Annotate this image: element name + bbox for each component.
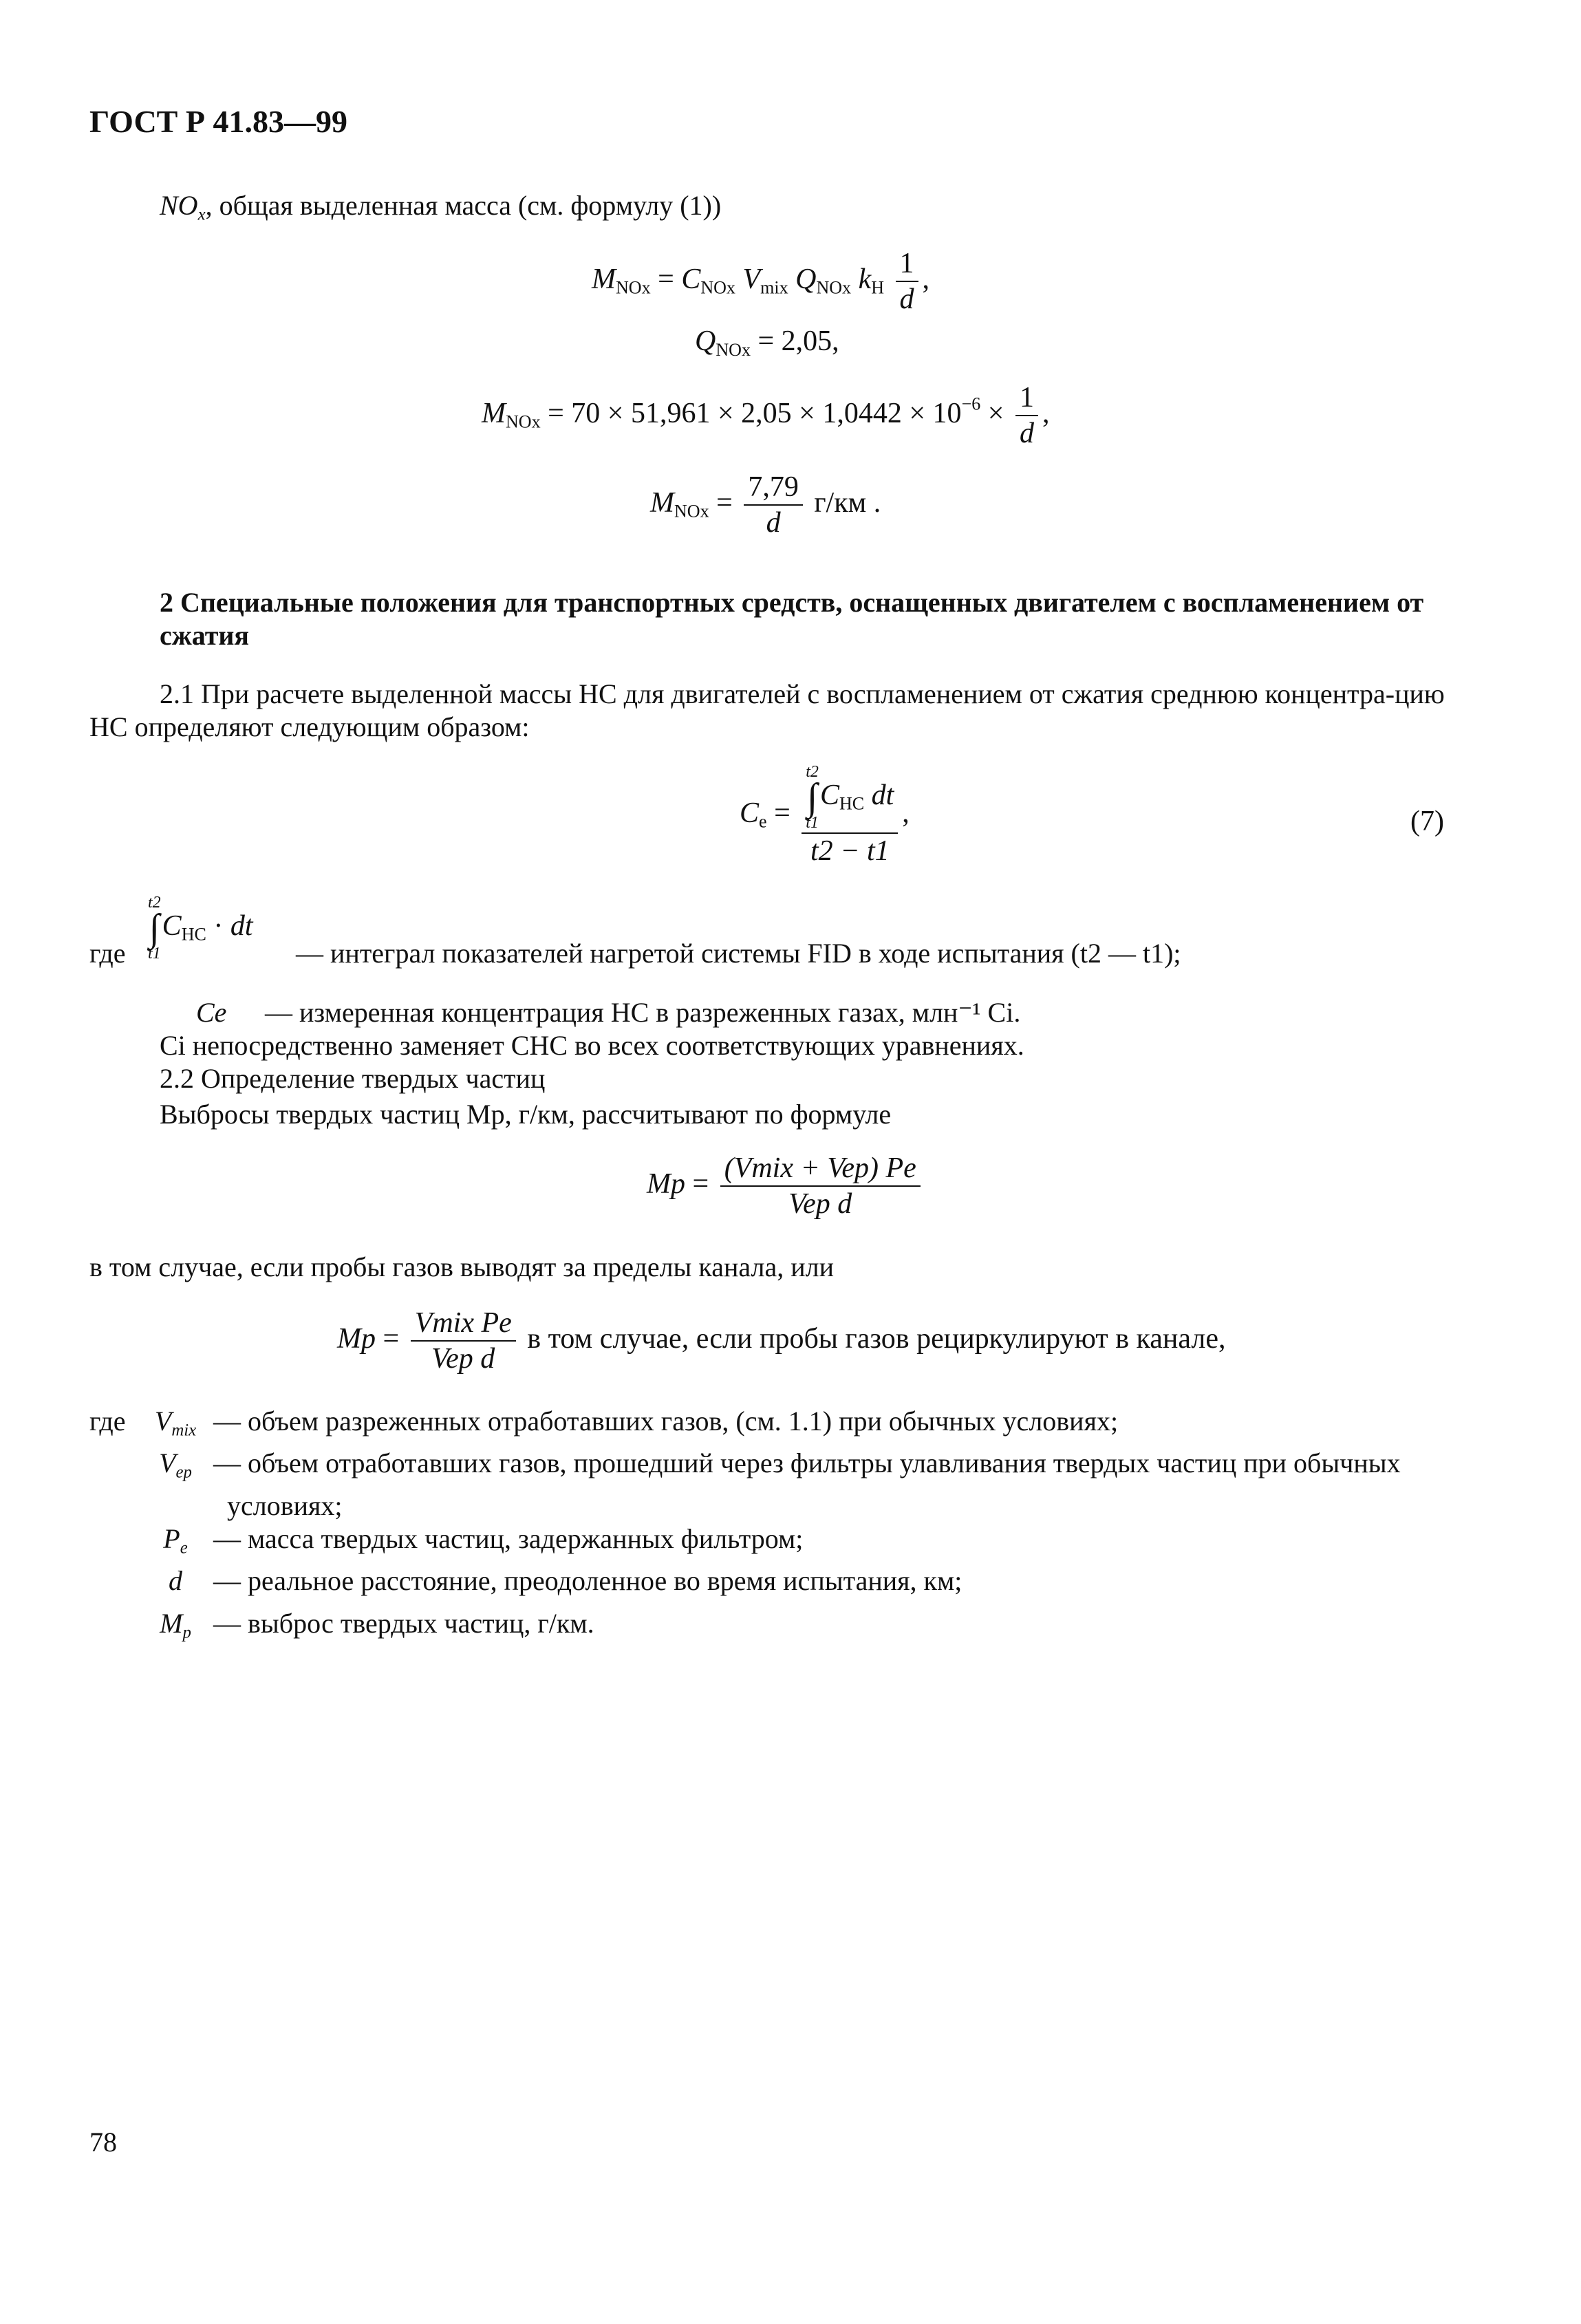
- definition-sub: ep: [175, 1463, 192, 1482]
- eq1-c-sub: NOx: [700, 277, 735, 298]
- definition-symbol: [138, 1607, 213, 1649]
- paragraph-2-1: 2.1 При расчете выделенной массы НС для двигателей с воспламенением от сжатия среднюю концентра-цию НС определяют следующим образом:: [89, 678, 1445, 742]
- definition-desc: — объем разреженных отработавших газов, (см. 1.1) при обычных условиях;: [213, 1406, 1119, 1437]
- definition-sym: d: [169, 1565, 182, 1597]
- definition-sym: V: [154, 1406, 172, 1437]
- eqmp1-fraction: [720, 1152, 921, 1220]
- definition-row: [89, 1489, 1486, 1523]
- case-1-text: в том случае, если пробы газов выводят за пределы канала, или: [89, 1251, 835, 1282]
- eq4-fraction: [744, 471, 803, 539]
- definition-label: [89, 1447, 138, 1489]
- eq3-rhs: = 70 × 51,961 × 2,05 × 1,0442 × 10: [548, 397, 962, 429]
- definition-desc: — объем отработавших газов, прошедший через фильтры улавливания твердых частиц при обычных: [213, 1448, 1401, 1479]
- page-number: 78: [89, 2127, 117, 2158]
- definition-row: [89, 1564, 1486, 1606]
- definition-sub: p: [182, 1623, 191, 1642]
- definition-desc: — масса твердых частиц, задержанных фильтром;: [213, 1523, 804, 1554]
- eqmp1-den: Vep d: [788, 1188, 852, 1220]
- where-dt: dt: [230, 910, 253, 942]
- eq1-k: k: [858, 263, 872, 295]
- definition-row: [89, 1523, 1486, 1564]
- definition-desc: — реальное расстояние, преодоленное во время испытания, км;: [213, 1565, 962, 1597]
- definition-symbol: [138, 1405, 213, 1447]
- eq4-unit: г/км .: [814, 486, 881, 519]
- where-integrand-sub: HC: [181, 924, 206, 945]
- eq7-frac-den: t2 − t1: [810, 835, 890, 868]
- nox-symbol-sub: x: [197, 205, 206, 224]
- definition-label: [89, 1489, 138, 1523]
- case-2-text: в том случае, если пробы газов рециркулируют в канале,: [527, 1322, 1226, 1355]
- definition-label: [89, 1607, 138, 1649]
- eq4-frac-num: 7,79: [744, 471, 803, 506]
- eq1-q: Q: [795, 263, 817, 295]
- equation-mass-nox-numeric: $M_{NOx} = 70 \times 51,961 \times 2,05 \times 1,0442 \times 10^{-6}$ × $\frac{1}{d}$ ,: [482, 382, 1050, 450]
- definition-label: [89, 1523, 138, 1564]
- definition-sym: V: [159, 1448, 176, 1479]
- eq7-int-upper: t2: [806, 763, 819, 781]
- where-int-upper: t2: [148, 894, 161, 912]
- eq7-fraction: [802, 764, 898, 868]
- definition-desc: — выброс твердых частиц, г/км.: [213, 1607, 594, 1639]
- equation-7: $C_e$ = t2 ∫ t1 $C_{HC}$ dt t2 − t1 ,: [740, 763, 910, 868]
- eq7-integral: t2 ∫ t1: [806, 763, 819, 832]
- eqmp2-num: Vmix Pe: [411, 1307, 516, 1342]
- eq1-fraction: [896, 248, 918, 315]
- eq4-frac-den: d: [766, 507, 781, 539]
- document-header: ГОСТ Р 41.83—99: [89, 104, 347, 139]
- eq2-q-sub: NOx: [716, 339, 751, 360]
- eq7-c-sub: e: [759, 811, 767, 832]
- eq3-m-sub: NOx: [506, 411, 541, 432]
- definition-row: [89, 1607, 1486, 1649]
- eq1-k-sub: H: [871, 277, 885, 298]
- definition-row: [89, 1447, 1486, 1489]
- definitions-list: [89, 1405, 1486, 1649]
- equation-7-number: (7): [1410, 806, 1444, 837]
- equation-mass-nox-result: $M_{NOx}$ = $\frac{7,79}{d}$ г/км .: [650, 471, 881, 539]
- section-2-heading: 2 Специальные положения для транспортных средств, оснащенных двигателем с воспламенением от сжатия: [160, 587, 1424, 651]
- eq3-fraction: [1015, 382, 1038, 449]
- paragraph-2-2-text: Выбросы твердых частиц Mp, г/км, рассчитывают по формуле: [160, 1099, 892, 1130]
- eq3-m: M: [482, 397, 506, 429]
- eq1-v-sub: mix: [760, 277, 788, 298]
- eq4-m-sub: NOx: [674, 501, 709, 521]
- where-int-lower: t1: [148, 945, 161, 963]
- equation-mass-nox: $M_{NOx} = C_{NOx}$ $V_{mix}$ $Q_{NOx}$ $k_H$ $\frac{1}{d}$ ,: [592, 248, 930, 316]
- eq1-v: V: [742, 263, 761, 295]
- eq7-frac-num: [802, 764, 898, 834]
- eqmp2-lhs: Mp: [337, 1322, 376, 1355]
- equation-q-nox: [695, 323, 839, 368]
- nox-intro-text: , общая выделенная масса (см. формулу (1)): [205, 190, 722, 221]
- eq3-frac-den: d: [1019, 418, 1034, 450]
- definition-row: [89, 1405, 1486, 1447]
- nox-symbol: NO: [160, 190, 198, 221]
- equation-mp-1: Mp = $\frac{\text{(Vmix + Vep) Pe}}{\text{Vep d}}$: [647, 1152, 925, 1220]
- definition-sub: mix: [171, 1421, 197, 1440]
- eq4-m: M: [650, 486, 674, 519]
- eq3-times: ×: [987, 397, 1004, 429]
- ci-note: Ci непосредственно заменяет CHC во всех соответствующих уравнениях.: [160, 1030, 1024, 1061]
- nox-intro: [160, 189, 721, 231]
- definition-label: [89, 1564, 138, 1606]
- where-integral: t2 ∫ t1 $C_{HC}$ · dt: [148, 894, 253, 963]
- eq3-frac-num: 1: [1015, 382, 1038, 416]
- paragraph-2-2-title: 2.2 Определение твердых частиц: [160, 1063, 546, 1094]
- eq7-integrand: C: [819, 779, 839, 811]
- where-ce-desc: — измеренная концентрация НС в разреженных газах, млн⁻¹ Ci.: [265, 997, 1021, 1028]
- where-integral-sign: t2 ∫ t1: [148, 894, 161, 963]
- equation-mp-2: Mp = $\frac{\text{Vmix Pe}}{\text{Vep d}}$ в том случае, если пробы газов рециркулируют в канале,: [337, 1307, 1226, 1375]
- eqmp2-fraction: [411, 1307, 516, 1375]
- eq1-m-sub: NOx: [616, 277, 651, 298]
- eq2-q: Q: [695, 325, 716, 357]
- eqmp2-den: Vep d: [431, 1343, 495, 1375]
- definition-sym: P: [163, 1523, 180, 1554]
- eq3-exp: −6: [961, 394, 981, 414]
- eq1-frac-den: d: [899, 283, 914, 316]
- definition-symbol: [138, 1489, 227, 1523]
- eq7-c: C: [740, 797, 760, 829]
- eq7-dt: dt: [871, 779, 894, 811]
- eqmp1-num: (Vmix + Vep) Pe: [720, 1152, 921, 1187]
- definition-sym: M: [160, 1607, 183, 1639]
- definition-symbol: [138, 1523, 213, 1564]
- where-label-1: где: [89, 938, 126, 969]
- where-integral-desc: — интеграл показателей нагретой системы FID в ходе испытания (t2 — t1);: [296, 938, 1181, 969]
- definition-sub: e: [180, 1538, 188, 1558]
- eq7-integrand-sub: HC: [839, 793, 865, 814]
- definition-symbol: [138, 1564, 213, 1606]
- where-integrand: C: [162, 910, 182, 942]
- eq1-q-sub: NOx: [816, 277, 852, 298]
- eq7-int-lower: t1: [806, 814, 819, 832]
- definition-desc: условиях;: [227, 1489, 343, 1521]
- eq1-m: M: [592, 263, 616, 295]
- eq1-frac-num: 1: [896, 248, 918, 282]
- eqmp1-lhs: Mp: [647, 1168, 685, 1200]
- definition-symbol: [138, 1447, 213, 1489]
- eq2-value: = 2,05,: [757, 325, 839, 357]
- definition-label: где: [89, 1406, 126, 1437]
- where-ce-symbol: Ce: [196, 997, 227, 1028]
- eq1-c: C: [681, 263, 701, 295]
